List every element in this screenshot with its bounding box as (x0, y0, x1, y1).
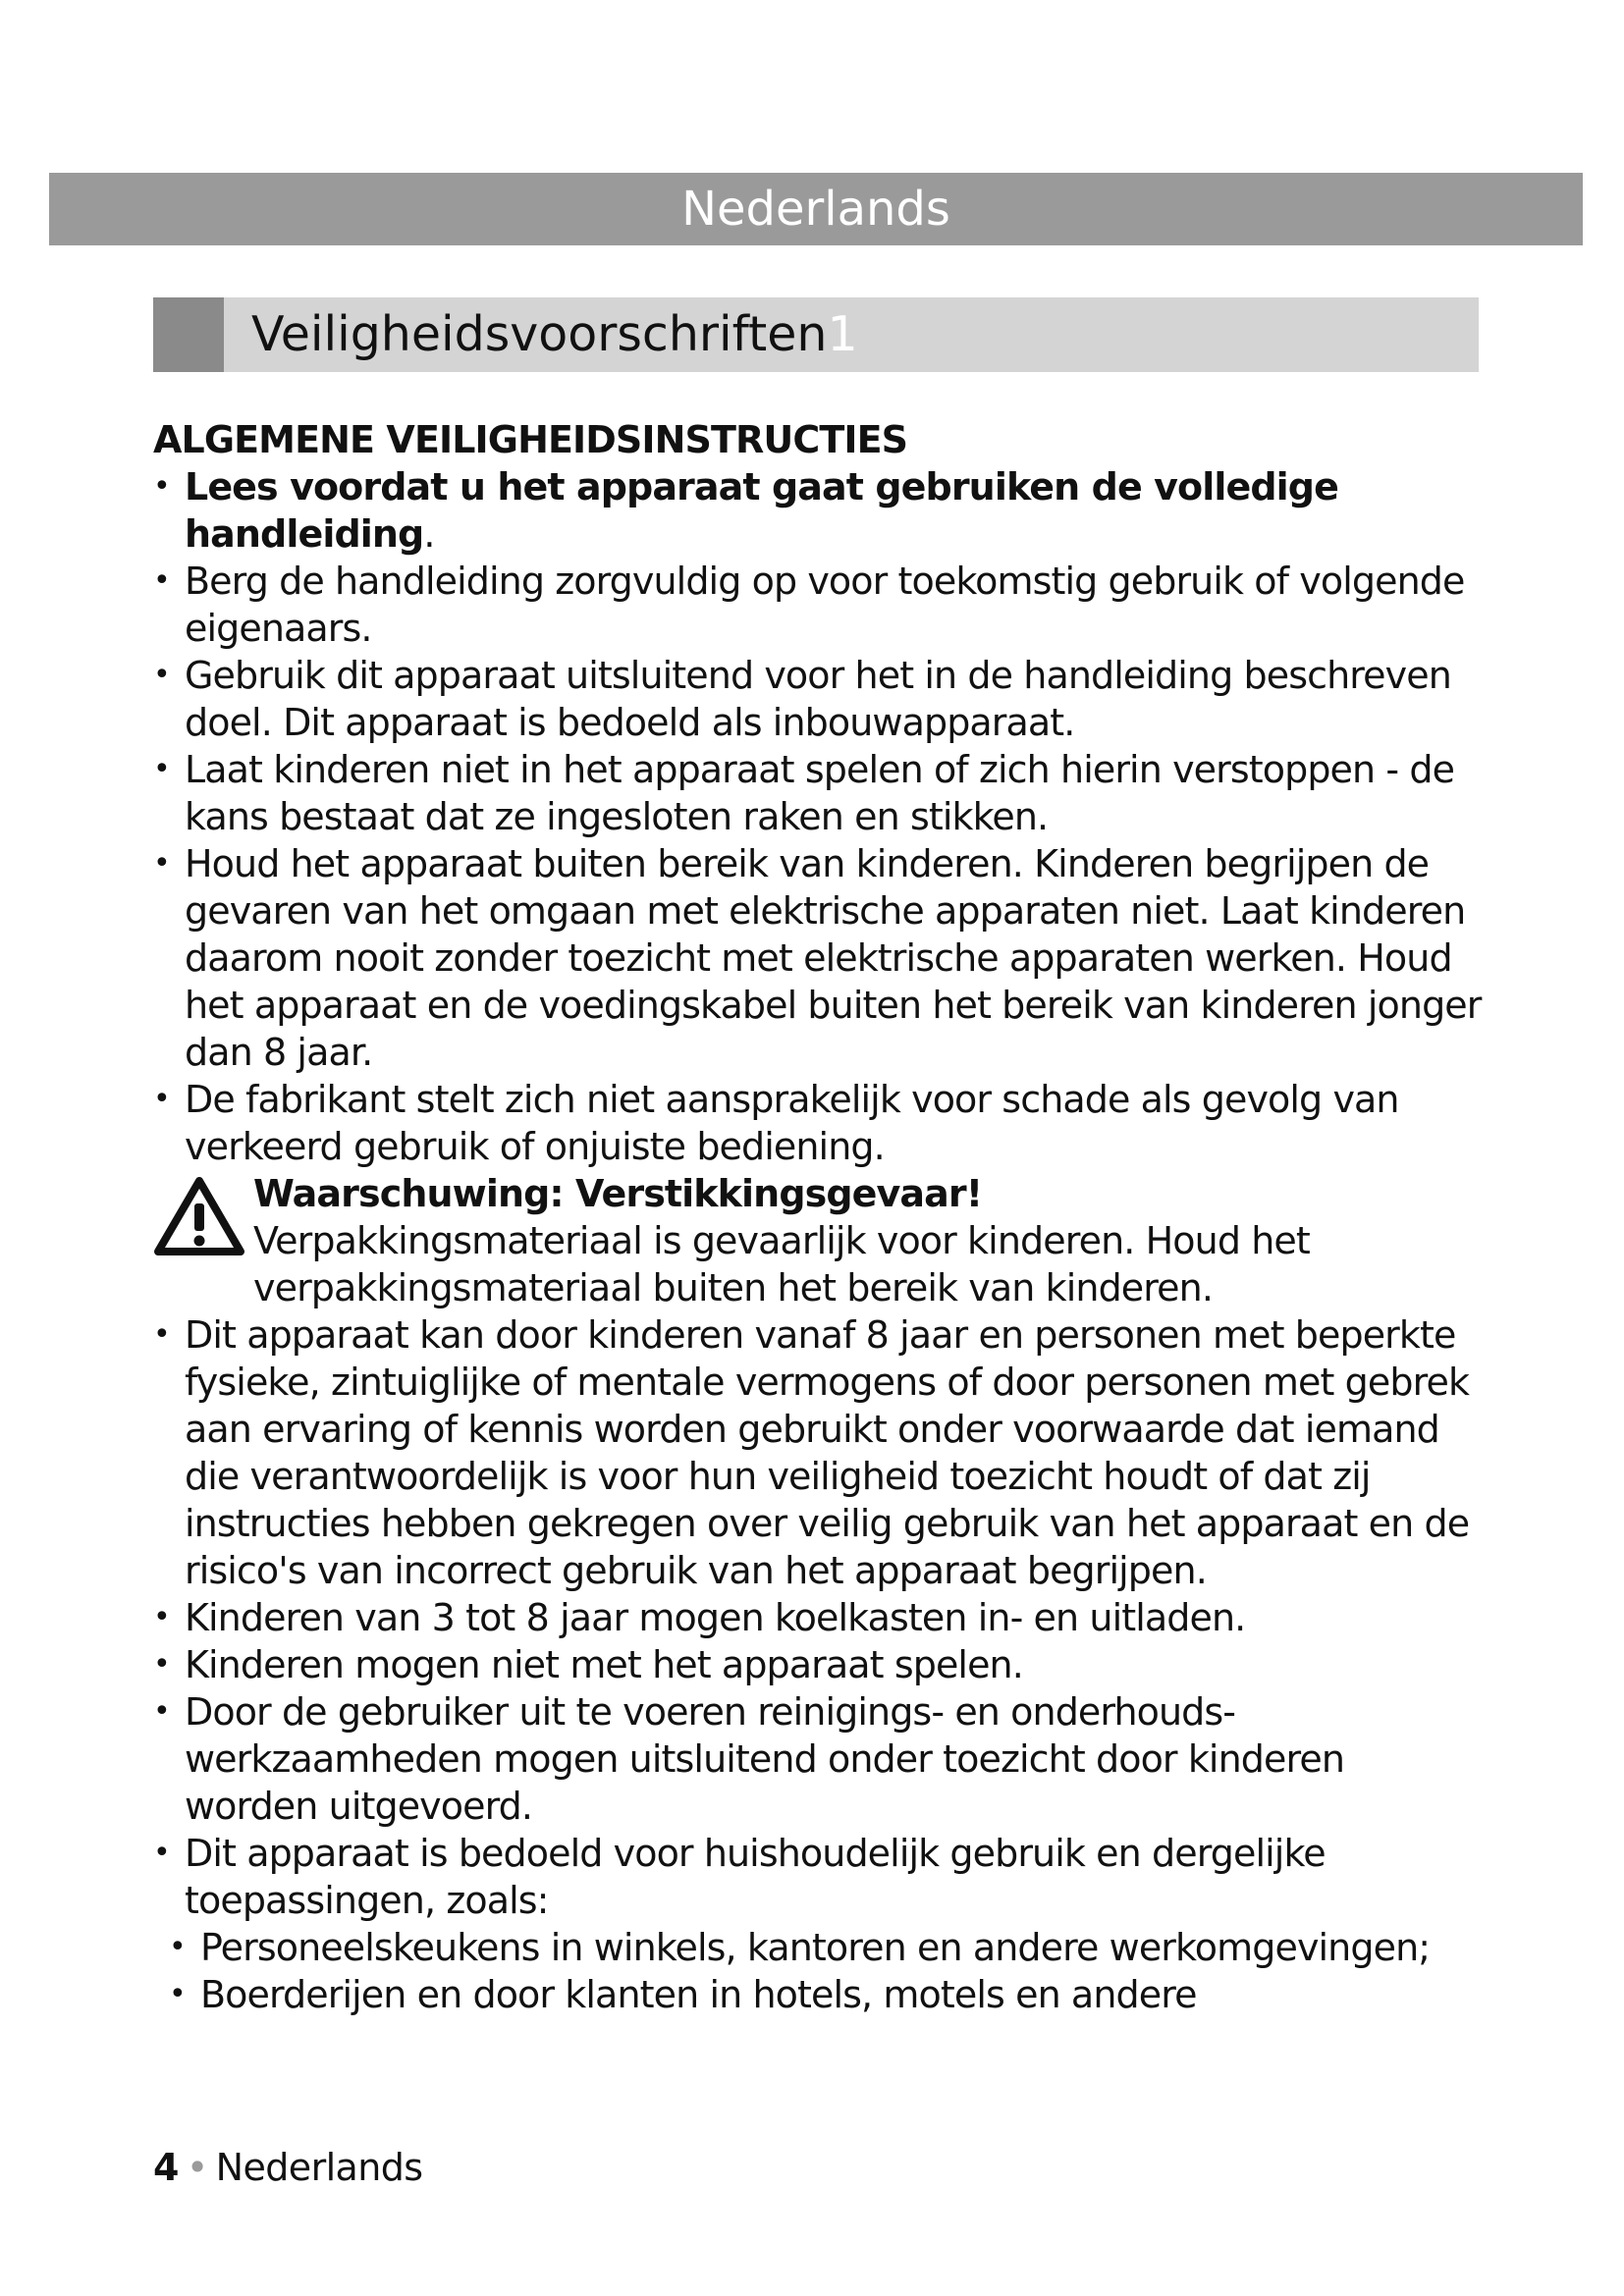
list-item: • Laat kinderen niet in het apparaat spelen of zich hierin verstoppen - de kans bestaat dat ze ingesloten raken en stikken. (153, 746, 1485, 840)
warning-text: Verpakkingsmateriaal is gevaarlijk voor kinderen. Houd het verpakkingsmateriaal buiten het bereik van kinderen. (253, 1219, 1310, 1309)
warning-block (153, 1170, 1485, 1311)
section-marker (153, 297, 224, 372)
list-item: • Door de gebruiker uit te voeren reinigings- en onderhouds- werkzaamheden mogen uitsluitend onder toezicht door kinderen worden uitgevoerd. (153, 1688, 1485, 1830)
section-title-text: Veiligheidsvoorschriften (251, 306, 828, 362)
list-item: • De fabrikant stelt zich niet aansprakelijk voor schade als gevolg van verkeerd gebruik of onjuiste bediening. (153, 1076, 1485, 1170)
page-footer (153, 2144, 422, 2191)
section-number: 1 (827, 306, 858, 362)
page-heading: ALGEMENE VEILIGHEIDSINSTRUCTIES (153, 418, 908, 461)
list-item (153, 463, 1485, 558)
instruction-list-continued (153, 1311, 1485, 2018)
sub-list-item: • Personeelskeukens in winkels, kantoren en andere werkomgevingen; (169, 1924, 1485, 1971)
page-content (153, 416, 1485, 2018)
intro-bold-text: Lees voordat u het apparaat gaat gebruiken de volledige handleiding (185, 465, 1338, 556)
warning-triangle-icon (153, 1176, 245, 1256)
language-band: Nederlands (49, 173, 1583, 245)
list-item: • Berg de handleiding zorgvuldig op voor toekomstig gebruik of volgende eigenaars. (153, 558, 1485, 652)
instruction-list (153, 463, 1485, 1170)
list-item: • Dit apparaat kan door kinderen vanaf 8 jaar en personen met beperkte fysieke, zintuiglijke of mentale vermogens of door personen met gebrek aan ervaring of kennis worden gebruikt onder voorwaarde dat iemand die verantwoordelijk is voor hun veiligheid toezicht houdt of dat zij instructies hebben gekregen over veilig gebruik van het apparaat en de risico's van incorrect gebruik van het apparaat begrijpen. (153, 1311, 1485, 1594)
footer-separator: • (186, 2146, 208, 2189)
footer-language: Nederlands (215, 2146, 423, 2189)
list-item: • Houd het apparaat buiten bereik van kinderen. Kinderen begrijpen de gevaren van het omgaan met elektrische apparaten niet. Laat kinderen daarom nooit zonder toezicht met elektrische apparaten werken. Houd het apparaat en de voedingskabel buiten het bereik van kinderen jonger dan 8 jaar. (153, 840, 1485, 1076)
section-header (153, 297, 1479, 372)
intro-suffix: . (423, 512, 435, 556)
section-title (251, 297, 858, 372)
warning-title: Waarschuwing: Verstikkingsgevaar! (253, 1172, 983, 1215)
list-item: • Kinderen van 3 tot 8 jaar mogen koelkasten in- en uitladen. (153, 1594, 1485, 1641)
list-item: • Gebruik dit apparaat uitsluitend voor het in de handleiding beschreven doel. Dit apparaat is bedoeld als inbouwapparaat. (153, 652, 1485, 746)
list-item: • Dit apparaat is bedoeld voor huishoudelijk gebruik en dergelijke toepassingen, zoals: (153, 1830, 1485, 1924)
page-number: 4 (153, 2146, 179, 2189)
sub-list-item: • Boerderijen en door klanten in hotels, motels en andere (169, 1971, 1485, 2018)
list-item: • Kinderen mogen niet met het apparaat spelen. (153, 1641, 1485, 1688)
